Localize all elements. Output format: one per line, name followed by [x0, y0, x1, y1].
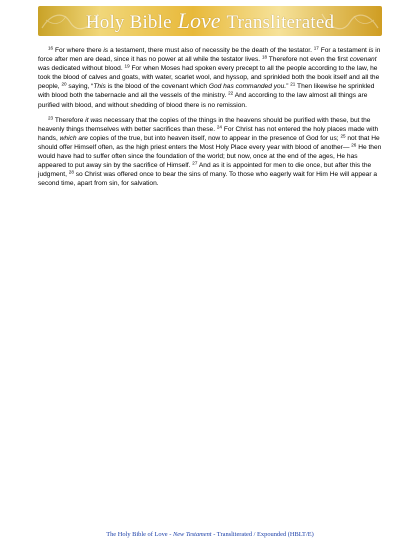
verse-text: ”: [286, 83, 291, 91]
verse-number: 20: [61, 81, 67, 87]
verse-number: 22: [228, 90, 234, 96]
verse-text: copies of the true, but into heaven itself, now to appear in the presence of God for us;: [87, 134, 341, 142]
verse-text: And as it is appointed for men to die once, but after this the judgment,: [38, 162, 372, 179]
verse-text: Then likewise he sprinkled with blood both the tabernacle and all the vessels of the ministry.: [38, 83, 375, 100]
page-footer: [0, 531, 420, 538]
verse-number: 28: [68, 169, 74, 175]
verse-number: 23: [48, 115, 54, 121]
header-title: [86, 8, 334, 34]
italic-text: it was: [85, 116, 103, 124]
footer-part-1: The Holy Bible of Love -: [106, 531, 173, 538]
flourish-ornament-icon: [40, 8, 100, 34]
verse-text: saying, “: [66, 83, 94, 91]
footer-part-2: New Testament: [172, 531, 212, 538]
verse-text: And according to the law almost all things are purified with blood, and without shedding of blood there is no remission.: [38, 92, 368, 109]
verse-text: For where there: [53, 47, 104, 54]
header-title-transliterated: Transliterated: [226, 12, 335, 33]
verse-text: is the blood of the covenant which: [105, 83, 209, 91]
verse-text: Therefore: [53, 116, 86, 124]
scripture-text: [38, 46, 382, 194]
paragraph-1: [38, 46, 382, 110]
verse-text: not that He should offer Himself often, as the high priest enters the Most Holy Place every year with blood of another—: [38, 134, 380, 151]
verse-text: Therefore not even the first: [267, 56, 350, 64]
verse-text: For when Moses had spoken every precept to all the people according to the law, he took the blood of calves and goats, with water, scarlet wool, and hyssop, and sprinkled both the book itself and all the people,: [38, 65, 380, 91]
header-title-holy-bible: Holy Bible: [85, 12, 172, 33]
verse-number: 25: [340, 133, 346, 139]
verse-number: 16: [48, 45, 54, 51]
verse-text: was dedicated without blood.: [38, 65, 125, 73]
verse-number: 18: [261, 54, 268, 60]
verse-text: He then would have had to suffer often since the foundation of the world; but now, once at the end of the ages, He has appeared to put away sin by the sacrifice of Himself.: [38, 143, 382, 170]
italic-text: is: [368, 47, 374, 54]
italic-text: covenant: [349, 56, 377, 64]
verse-text: so Christ was offered once to bear the sins of many. To those who eagerly wait for Him He will appear a second time, apart from sin, for salvation.: [38, 171, 378, 188]
verse-number: 26: [351, 142, 357, 148]
verse-number: 21: [290, 81, 296, 87]
header-banner: [38, 6, 382, 36]
verse-number: 27: [192, 160, 198, 166]
header-title-love: Love: [177, 8, 221, 33]
footer-part-3: - Transliterated / Expounded (HBLT/E): [211, 531, 314, 538]
verse-text: necessary that the copies of the things in the heavens should be purified with these, but the heavenly things themselves with better sacrifices than these.: [38, 116, 371, 133]
italic-text: God has commanded you.: [208, 83, 287, 91]
italic-text: is: [103, 47, 109, 54]
verse-text: For Christ has not entered the holy places made with hands,: [38, 125, 379, 142]
verse-number: 24: [216, 124, 222, 130]
italic-text: which are: [59, 134, 88, 142]
verse-text: For a testament: [318, 47, 369, 54]
verse-text: in force after men are dead, since it has no power at all while the testator lives.: [38, 47, 381, 64]
paragraph-2: [38, 116, 382, 189]
flourish-ornament-icon: [320, 8, 380, 34]
verse-number: 17: [313, 45, 319, 51]
verse-text: a testament, there must also of necessity be the death of the testator.: [108, 47, 314, 54]
verse-number: 19: [124, 63, 130, 69]
italic-text: This: [93, 83, 106, 91]
